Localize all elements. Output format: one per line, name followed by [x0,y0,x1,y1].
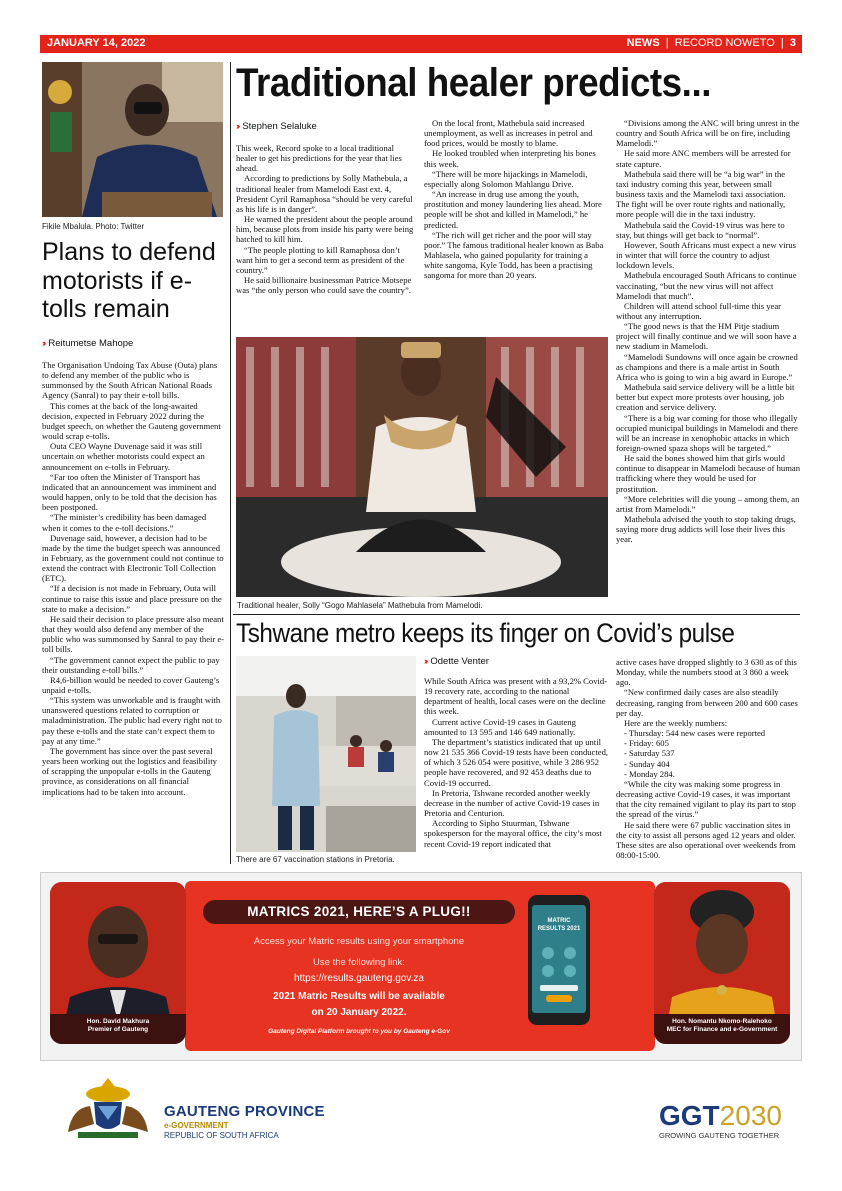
premier-role: Premier of Gauteng [87,1026,149,1033]
article-paragraph: Here are the weekly numbers: [624,717,728,728]
article-paragraph: Mathebula said service delivery will be a little bit better but expect more protests over housing, job creation and service delivery. [616,382,795,413]
article-paragraph: Mathebula said there will be “a big war” in the taxi industry coming this year, between small business taxis and the Mamelodi taxi association. The fight will be over route rights and nationally, more people will die in the taxi industry. [616,168,786,220]
vaccination-photo [236,656,416,852]
article-paragraph: However, South Africans must expect a new virus in winter that will force the country to adjust lockdown levels. [616,239,796,271]
article-paragraph: - Saturday 537 [624,748,675,759]
article-paragraph: On the local front, Mathebula said increased unemployment, as well as increases in petrol and food prices, would be mostly to blame. [424,118,593,149]
main-headline: Traditional healer predicts... [236,61,711,105]
left-byline-author: Reitumetse Mahope [48,338,134,349]
main-story-col3 [616,118,800,608]
ggt-year: 2030 [719,1100,782,1131]
article-paragraph: Outa CEO Wayne Duvenage said it was still uncertain on whether motorists could expect an announcement on e-tolls in February. [42,441,205,472]
ggt-text: GGT [659,1100,720,1131]
ggt2030-logo [659,1102,782,1130]
phone-keypad-icon [538,945,580,1005]
article-paragraph: - Friday: 605 [624,738,669,749]
article-paragraph: He said there were 67 public vaccination sites in the city to assist all persons aged 12 years and older. These sites are also operational over weekends from 08:00-15:00. [616,819,796,860]
mbalula-photo [42,62,223,217]
vaccination-photo-caption: There are 67 vaccination stations in Pretoria. [236,855,395,864]
article-paragraph: Mathebula advised the youth to stop taking drugs, saying more drug addicts will lose their lives this year. [616,514,796,545]
byline-chevron-icon: ›› [42,338,45,349]
article-paragraph: - Thursday: 544 new cases were reported [624,728,766,739]
article-paragraph: “If a decision is not made in February, Outa will continue to raise this issue and place pressure on the state to make a decision.” [42,583,222,614]
ggt-tagline: GROWING GAUTENG TOGETHER [659,1131,780,1140]
article-paragraph: The Organisation Undoing Tax Abuse (Outa) plans to defend any member of the public who is summonsed by the South African National Roads Agency (Sanral) to pay their e-toll bills. [42,360,218,401]
mec-namebox [654,1014,790,1044]
main-story-col1 [236,143,414,333]
article-paragraph: “The people plotting to kill Ramaphosa don’t want him to get a second term as president of the country.” [236,244,405,275]
article-paragraph: active cases have dropped slightly to 3 630 as of this Monday, while the numbers stood at 3 860 a week ago. [616,657,797,688]
section-label: NEWS | RECORD NOWETO | 3 [626,37,796,49]
main-story-col2 [424,118,606,333]
publication-name: RECORD NOWETO [674,37,775,49]
article-paragraph: “More celebrities will die young – among them, an artist from Mamelodi.” [616,493,800,514]
article-paragraph: Children will attend school full-time this year without any interruption. [616,300,782,321]
advert-title: MATRICS 2021, HERE’S A PLUG!! [203,900,515,924]
smartphone-graphic [528,895,590,1025]
byline-chevron-icon: ›› [236,121,239,132]
article-paragraph: “There will be more hijackings in Mamelodi, especially along Solomon Mahlangu Drive. [424,168,588,189]
article-paragraph: The government has since over the past several years been working out the logistics and feasibility of scrapping the unpopular e-tolls in the Gauteng province, as considerations on all financial implications had to be taken into account. [42,745,217,797]
covid-story-col1 [424,676,608,866]
article-paragraph: He said more ANC members will be arrested for state capture. [616,148,791,169]
article-paragraph: “Divisions among the ANC will bring unrest in the country and South Africa will be on fire, including Mamelodi.” [616,118,800,149]
phone-screen [532,905,586,1013]
byline-chevron-icon: ›› [424,656,427,667]
healer-photo [236,337,608,597]
province-name: GAUTENG PROVINCE [164,1103,325,1120]
article-paragraph: “The rich will get richer and the poor will stay poor.” The famous traditional healer known as Baba Mahlasela, who gained popularity for training a white sangoma, Kyle Todd, has been a practising sangoma for more than 20 years. [424,229,604,281]
article-paragraph: He looked troubled when interpreting his bones this week. [424,148,596,169]
main-byline [236,121,317,132]
advert-line1: Access your Matric results using your smartphone [253,936,465,947]
article-paragraph: “The government cannot expect the public to pay their outstanding e-toll bills.” [42,654,220,675]
premier-card [50,882,186,1044]
column-divider [230,62,231,864]
article-paragraph: “Far too often the Minister of Transport has indicated that an announcement was imminent and would happen, only to be told that the decision has been postponed. [42,471,217,513]
advert-line4: on 20 January 2022. [311,1007,407,1018]
covid-byline-author: Odette Venter [430,656,489,667]
article-paragraph: According to predictions by Solly Mathebula, a traditional healer from Mamelodi East ext. 4, President Cyril Ramaphosa “should be very careful as his life is in danger”. [236,173,413,214]
article-paragraph: “The good news is that the HM Pitje stadium project will finally continue and we will soon have a new stadium in Mamelodi. [616,321,797,352]
article-paragraph: This comes at the back of the long-awaited decision, expected in February 2022 during the budget speech, on whether the Gauteng government would scrap e-tolls. [42,400,221,442]
article-paragraph: He said billionaire businessman Patrice Motsepe was “the only person who could save the country”. [236,275,412,296]
mbalula-photo-caption: Fikile Mbalula. Photo: Twitter [42,222,145,231]
covid-headline: Tshwane metro keeps its finger on Covid’s pulse [236,618,735,648]
article-paragraph: According to Sipho Stuurman, Tshwane spokesperson for the mayoral office, the city’s most recent Covid-19 report indicated that [424,818,602,849]
article-paragraph: Mathebula encouraged South Africans to continue vaccinating, “but the new virus will not affect Mamelodi that much”. [616,270,797,301]
article-paragraph: “While the city was making some progress in decreasing active Covid-19 cases, it was important that the city remained vigilant to play its part to stop the spread of the virus.” [616,778,796,820]
gauteng-coat-of-arms-icon [60,1072,156,1144]
premier-namebox [50,1014,186,1044]
article-paragraph: “This system was unworkable and is fraught with unanswered questions related to corruption or maladministration. The public had every right not to pay these e-tolls and the state can’t expect them to pay at any time.” [42,695,222,746]
article-paragraph: In Pretoria, Tshwane recorded another weekly decrease in the number of active Covid-19 cases in Pretoria and Centurion. [424,787,600,819]
article-paragraph: “New confirmed daily cases are also steadily decreasing, ranging from between 200 and 600 cases per day. [616,687,798,718]
main-byline-author: Stephen Selaluke [242,121,317,132]
article-paragraph: Mathebula said the Covid-19 virus was here to stay, but things will get back to “normal”. [616,219,785,240]
article-paragraph: “An increase in drug use among the youth, prostitution and money laundering lies ahead. More people will be shot and killed in Mamelodi,” he predicted. [424,189,602,230]
article-paragraph: “Mamelodi Sundowns will once again be crowned as champions and there is a male artist in South Africa who is going to win a big award in Europe.” [616,351,798,382]
article-paragraph: This week, Record spoke to a local traditional healer to get his predictions for the year that lies ahead. [236,143,402,174]
left-byline [42,338,133,349]
mec-card [654,882,790,1044]
advert-line3: 2021 Matric Results will be available [273,991,445,1002]
article-paragraph: R4,6-billion would be needed to cover Gauteng’s unpaid e-tolls. [42,674,220,695]
mec-role: MEC for Finance and e-Government [666,1026,778,1033]
article-paragraph: The department’s statistics indicated that up until now 21 535 366 Covid-19 tests have been conducted, of which 3 526 054 were positive, while 3 286 952 people have recovered, and 92 453 deaths due to Covid-19 occurred. [424,736,608,788]
article-paragraph: - Monday 284. [624,768,675,779]
left-story-body [42,360,226,868]
covid-byline [424,656,489,667]
article-paragraph: Current active Covid-19 cases in Gauteng amounted to 13 595 and 146 649 nationally. [424,716,576,737]
country-name: REPUBLIC OF SOUTH AFRICA [164,1131,279,1140]
page-number: 3 [789,37,796,49]
section-divider [233,614,800,615]
article-paragraph: He said the bones showed him that girls would continue to disappear in Mamelodi because of human trafficking where they would be used for prostitution. [616,453,800,494]
article-paragraph: He said their decision to place pressure also meant that they would also defend any member of the public who was summonsed by Sanral to pay their e-toll bills. [42,613,225,655]
section-name: NEWS [626,37,660,49]
advert-line2: Use the following link: [313,957,405,968]
mec-name: Hon. Nomantu Nkomo-Ralehoko [672,1018,772,1025]
left-headline: Plans to defend motorists if e-tolls remain [42,238,216,323]
premier-name: Hon. David Makhura [86,1018,150,1025]
article-paragraph: - Sunday 404 [624,758,670,769]
article-paragraph: While South Africa was present with a 93,2% Covid-19 recovery rate, according to the national department of health, local cases were on the decline this week. [424,676,608,717]
dept-name: e-GOVERNMENT [164,1121,229,1130]
header-bar [40,35,802,53]
article-paragraph: “The minister’s credibility has been damaged when it comes to the e-toll decisions.” [42,512,207,533]
article-paragraph: Duvenage said, however, a decision had to be made by the time the budget speech was announced in February, as the government could not continue to extend the contract with Electronic Toll Collection (ETC). [42,532,224,584]
advert-footer: Gauteng Digital Platform brought to you by Gauteng e-Gov [268,1028,450,1035]
issue-date: JANUARY 14, 2022 [47,37,146,49]
phone-screen-title: MATRIC RESULTS 2021 [537,918,581,932]
covid-story-col2 [616,657,800,867]
article-paragraph: “There is a big war coming for those who illegally occupied municipal buildings in Mamelodi and there will be an increase in xenophobic attacks in which foreign-owned spaza shops will be targeted.” [616,412,798,453]
article-paragraph: He warned the president about the people around him, because plots from inside his party were being hatched to kill him. [236,214,414,245]
healer-photo-caption: Traditional healer, Solly “Gogo Mahlasela” Mathebula from Mamelodi. [237,601,483,610]
results-link[interactable]: https://results.gauteng.gov.za [294,973,424,984]
